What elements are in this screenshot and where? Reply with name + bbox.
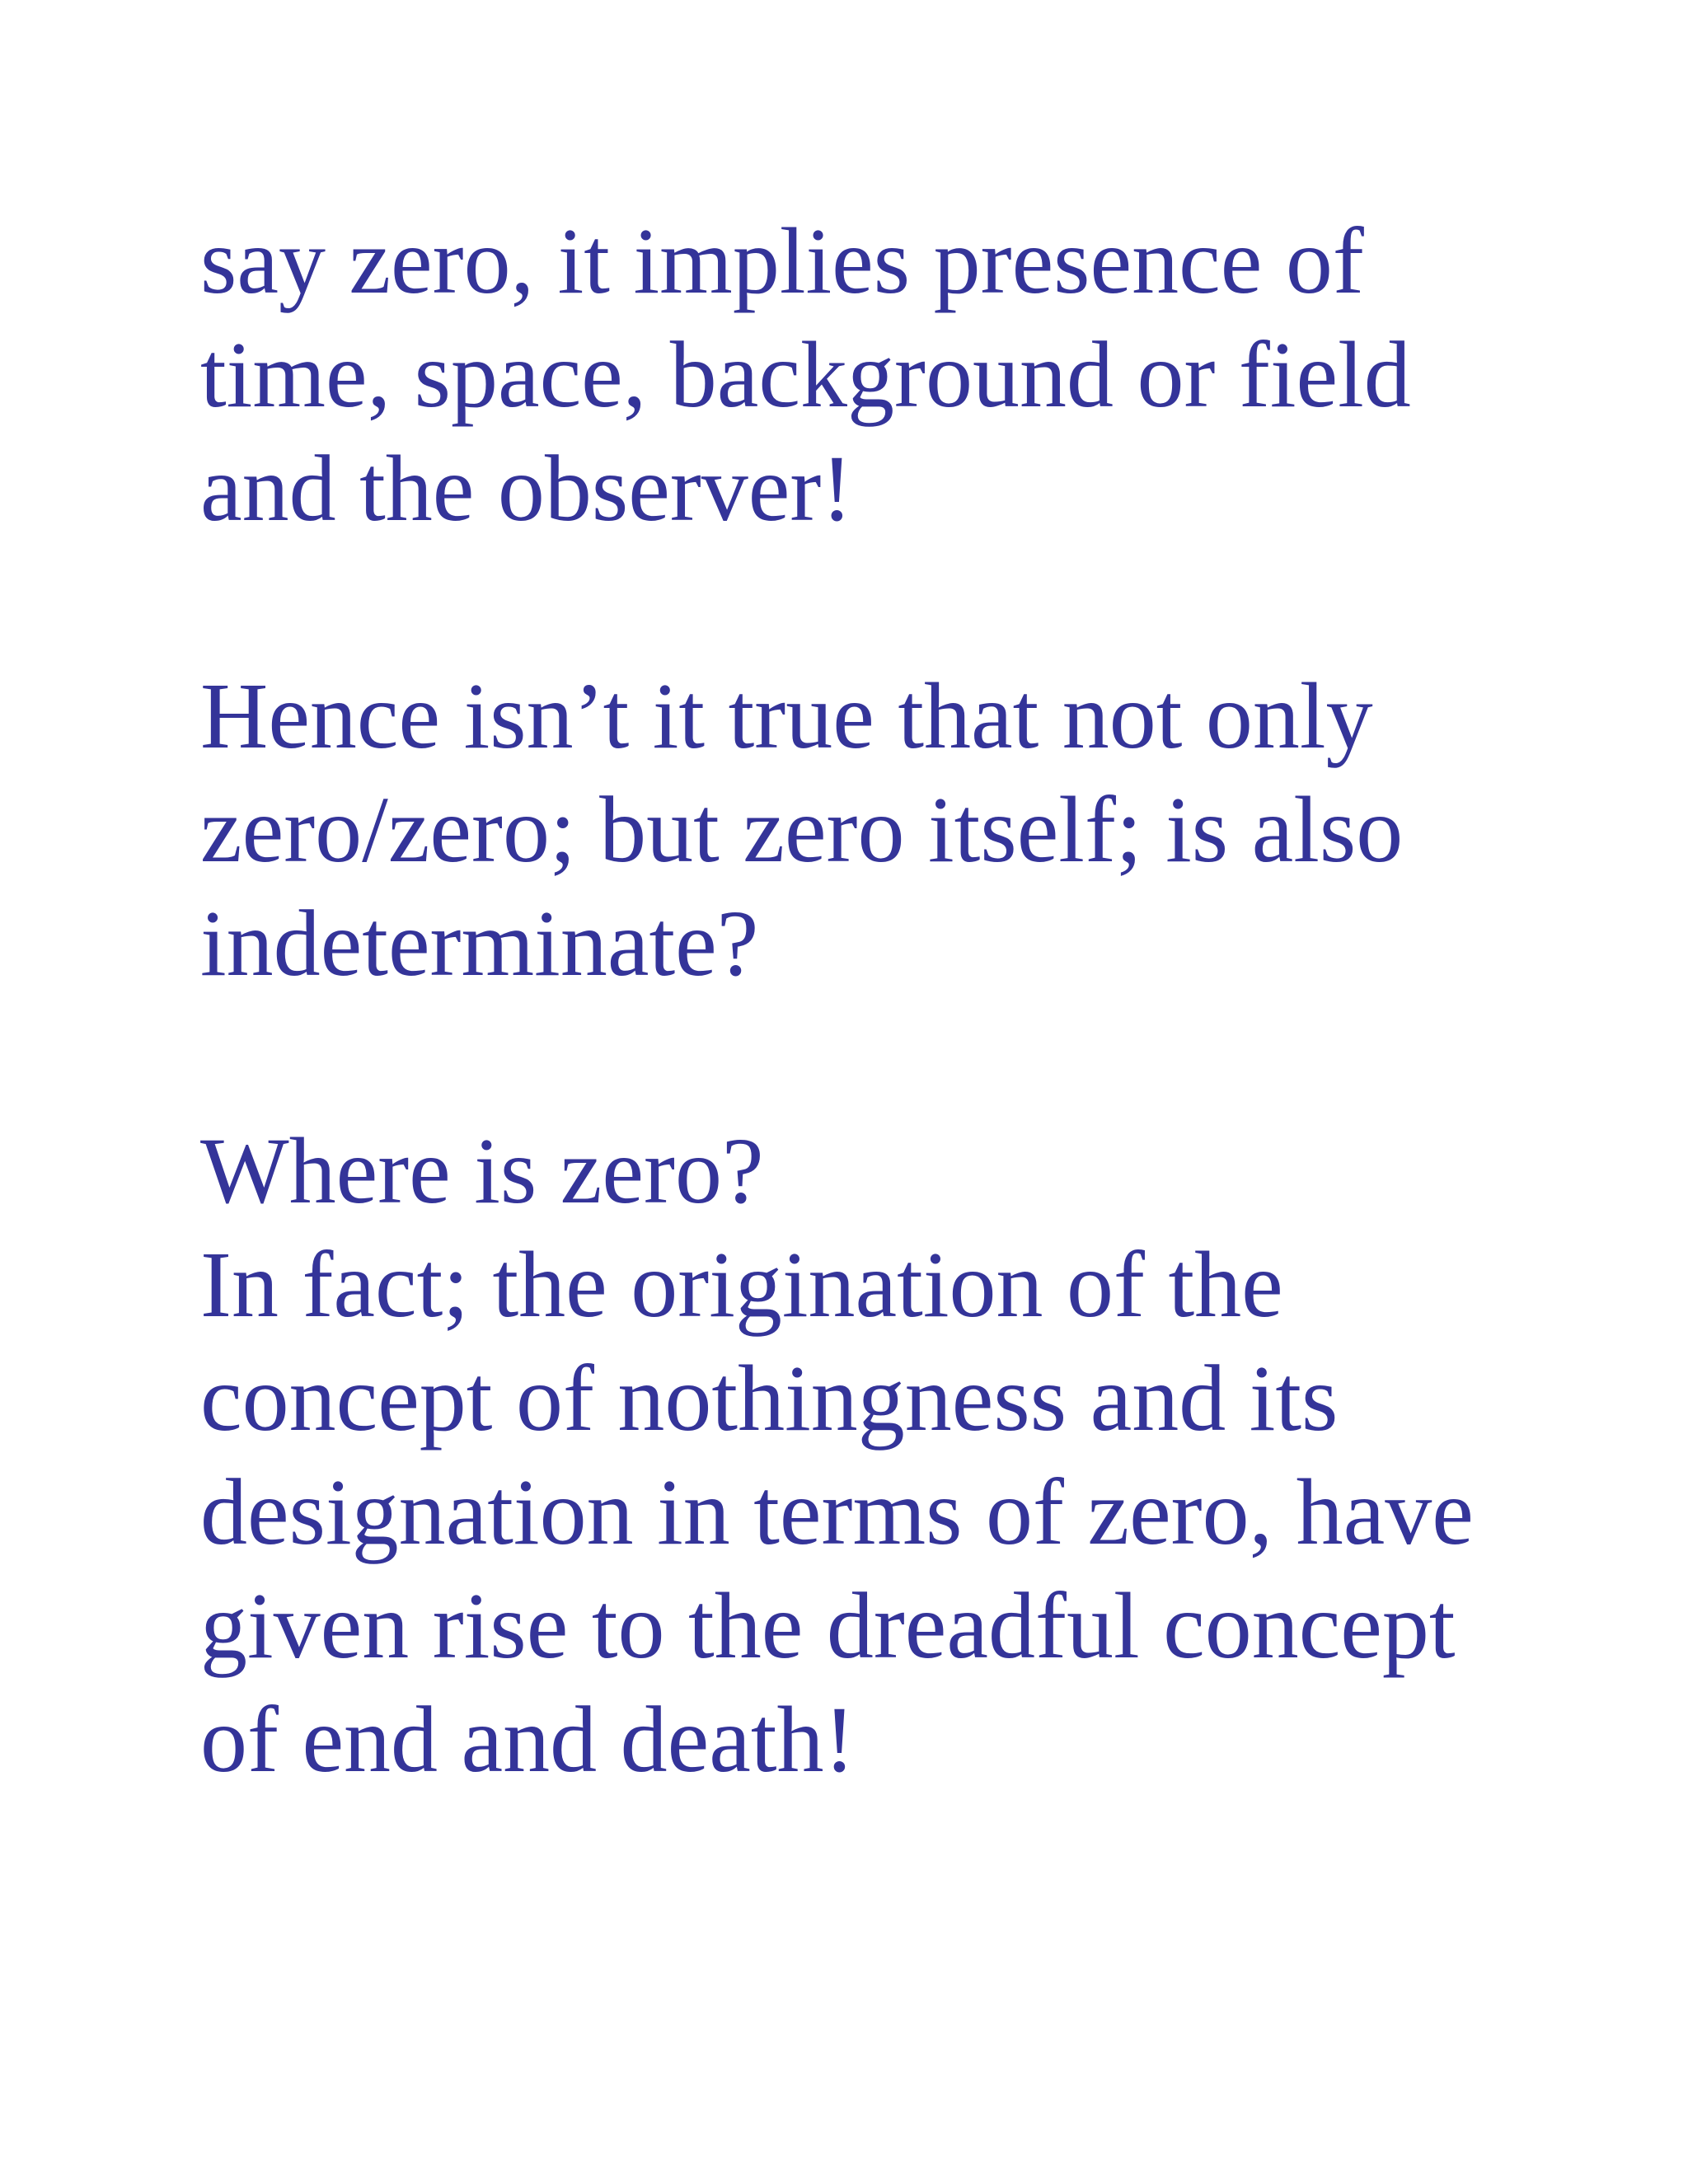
body-text: [200, 204, 1651, 1797]
text-line: and the observer!: [200, 436, 853, 541]
text-line: Where is zero?: [200, 1118, 764, 1223]
text-line: given rise to the dreadful concept: [200, 1573, 1456, 1678]
text-line: indeterminate?: [200, 891, 759, 996]
text-line: say zero, it implies presence of: [200, 209, 1364, 313]
paragraph-spacer: [200, 1001, 1651, 1114]
paragraph-3: [200, 1114, 1651, 1797]
text-line: concept of nothingness and its: [200, 1346, 1339, 1451]
paragraph-2: [200, 659, 1651, 1001]
text-line: In fact; the origination of the: [200, 1232, 1283, 1337]
text-line: of end and death!: [200, 1687, 856, 1792]
text-line: Hence isn’t it true that not only: [200, 663, 1373, 768]
text-line: zero/zero; but zero itself; is also: [200, 777, 1404, 882]
text-line: designation in terms of zero, have: [200, 1460, 1474, 1564]
text-line: time, space, background or field: [200, 322, 1411, 427]
paragraph-spacer: [200, 546, 1651, 659]
paragraph-1: [200, 204, 1651, 546]
